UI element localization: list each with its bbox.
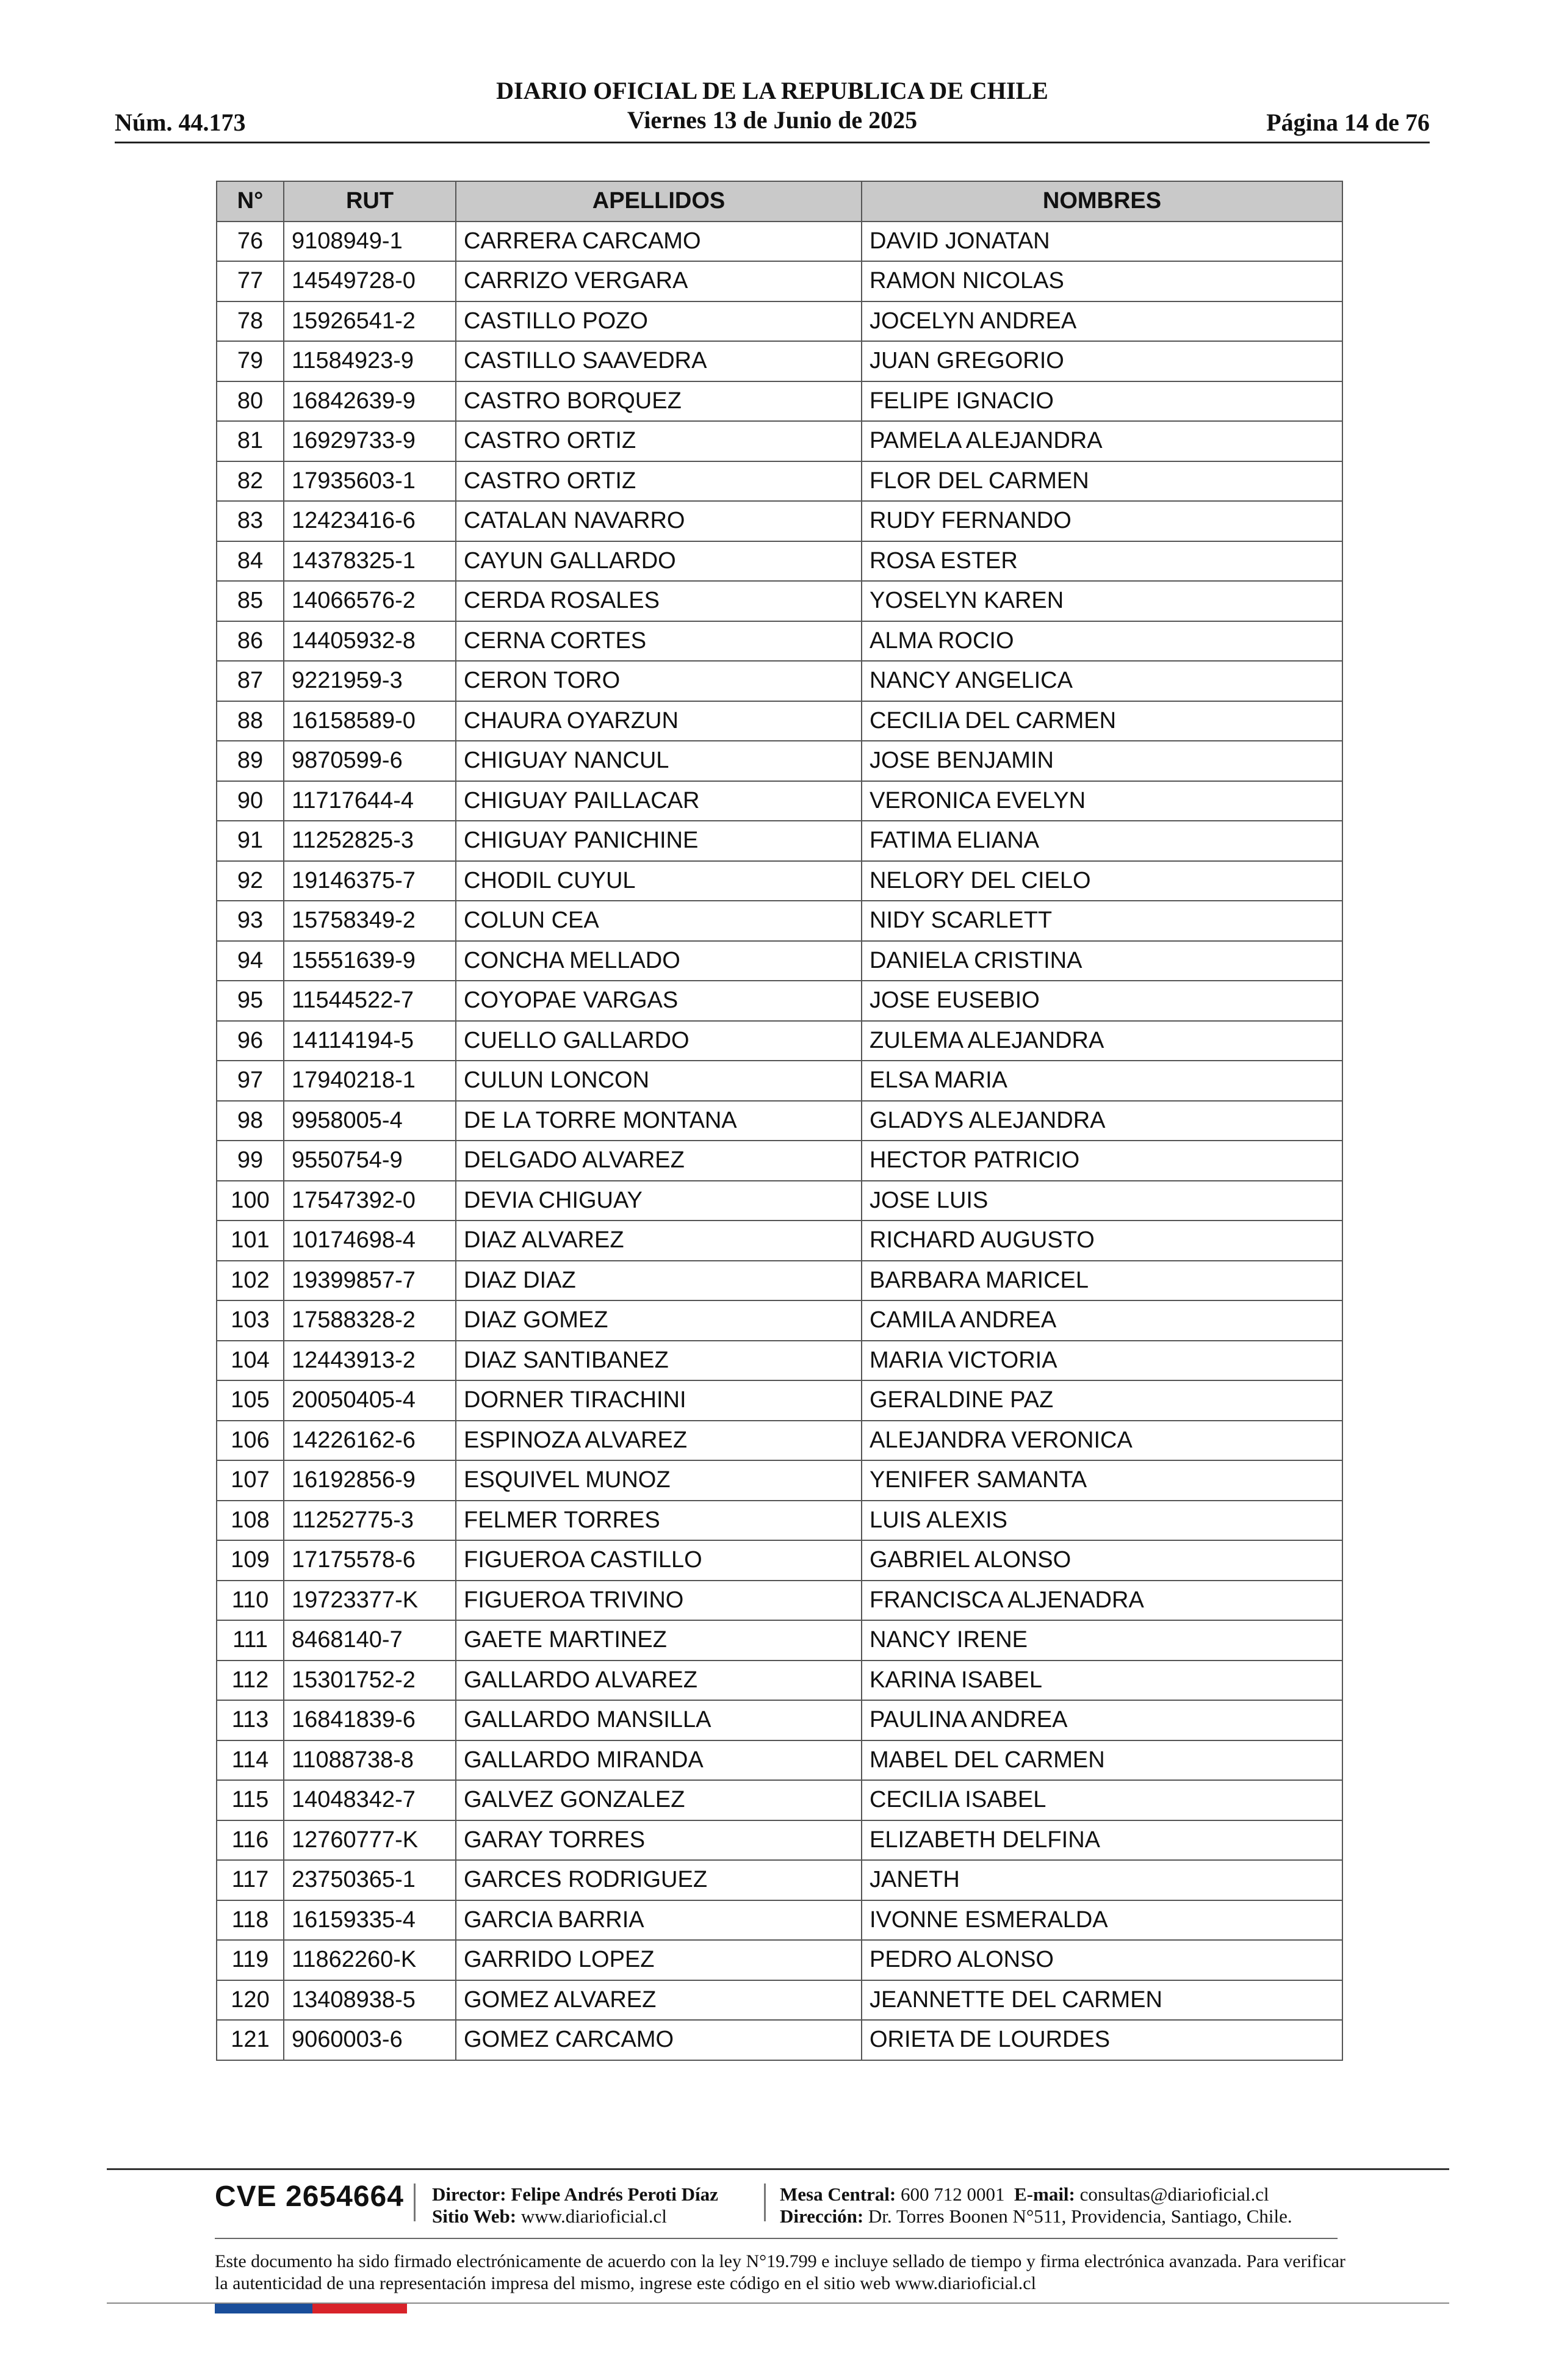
row-surnames: CERON TORO xyxy=(456,661,862,701)
row-rut: 12760777-K xyxy=(284,1820,456,1861)
row-rut: 11252775-3 xyxy=(284,1501,456,1541)
table-row xyxy=(217,1181,1342,1221)
row-surnames: GALVEZ GONZALEZ xyxy=(456,1780,862,1820)
row-number: 119 xyxy=(217,1940,284,1980)
table-row xyxy=(217,621,1342,662)
row-names: IVONNE ESMERALDA xyxy=(862,1900,1342,1941)
director-value: Felipe Andrés Peroti Díaz xyxy=(511,2183,718,2205)
roster-table xyxy=(216,181,1343,2061)
row-names: MABEL DEL CARMEN xyxy=(862,1740,1342,1781)
table-row xyxy=(217,261,1342,301)
table-row xyxy=(217,861,1342,901)
row-names: RAMON NICOLAS xyxy=(862,261,1342,301)
row-surnames: CASTILLO SAAVEDRA xyxy=(456,341,862,381)
row-number: 98 xyxy=(217,1101,284,1141)
row-number: 101 xyxy=(217,1221,284,1261)
table-row xyxy=(217,1021,1342,1061)
page-header xyxy=(115,76,1430,142)
row-number: 86 xyxy=(217,621,284,662)
row-names: JANETH xyxy=(862,1860,1342,1900)
row-number: 82 xyxy=(217,461,284,502)
row-names: CECILIA ISABEL xyxy=(862,1780,1342,1820)
table-row xyxy=(217,341,1342,381)
issue-number: Núm. 44.173 xyxy=(115,109,246,136)
row-names: ORIETA DE LOURDES xyxy=(862,2020,1342,2060)
table-row xyxy=(217,461,1342,502)
row-number: 112 xyxy=(217,1661,284,1701)
row-number: 85 xyxy=(217,581,284,621)
row-names: GLADYS ALEJANDRA xyxy=(862,1101,1342,1141)
flag-stripe-red xyxy=(312,2304,407,2313)
table-row xyxy=(217,1700,1342,1740)
row-rut: 12423416-6 xyxy=(284,501,456,541)
flag-stripe-blue xyxy=(215,2304,312,2313)
row-number: 87 xyxy=(217,661,284,701)
row-rut: 11088738-8 xyxy=(284,1740,456,1781)
row-names: FELIPE IGNACIO xyxy=(862,381,1342,422)
row-names: NIDY SCARLETT xyxy=(862,901,1342,941)
row-surnames: DIAZ GOMEZ xyxy=(456,1300,862,1341)
address-label: Dirección: xyxy=(780,2205,864,2227)
row-number: 89 xyxy=(217,741,284,781)
row-number: 76 xyxy=(217,222,284,262)
row-number: 107 xyxy=(217,1460,284,1501)
row-number: 105 xyxy=(217,1380,284,1421)
row-surnames: CHODIL CUYUL xyxy=(456,861,862,901)
row-surnames: CASTILLO POZO xyxy=(456,301,862,342)
email-link[interactable]: consultas@diarioficial.cl xyxy=(1079,2183,1269,2205)
row-rut: 17940218-1 xyxy=(284,1061,456,1101)
table-row xyxy=(217,1980,1342,2021)
row-rut: 19399857-7 xyxy=(284,1261,456,1301)
row-rut: 16159335-4 xyxy=(284,1900,456,1941)
row-names: ELSA MARIA xyxy=(862,1061,1342,1101)
row-number: 91 xyxy=(217,821,284,861)
table-row xyxy=(217,1780,1342,1820)
table-row xyxy=(217,1900,1342,1941)
row-rut: 19146375-7 xyxy=(284,861,456,901)
column-header-number: N° xyxy=(217,181,284,222)
row-surnames: DELGADO ALVAREZ xyxy=(456,1141,862,1181)
row-rut: 16841839-6 xyxy=(284,1700,456,1740)
row-rut: 14405932-8 xyxy=(284,621,456,662)
table-row xyxy=(217,1661,1342,1701)
row-names: LUIS ALEXIS xyxy=(862,1501,1342,1541)
website-link[interactable]: www.diarioficial.cl xyxy=(520,2205,667,2227)
row-rut: 19723377-K xyxy=(284,1581,456,1621)
row-names: MARIA VICTORIA xyxy=(862,1341,1342,1381)
table-row xyxy=(217,741,1342,781)
director-label: Director: xyxy=(432,2183,506,2205)
footer-director-block xyxy=(432,2183,718,2227)
website-label: Sitio Web: xyxy=(432,2205,517,2227)
row-names: CECILIA DEL CARMEN xyxy=(862,701,1342,741)
row-names: GABRIEL ALONSO xyxy=(862,1540,1342,1581)
row-number: 95 xyxy=(217,981,284,1021)
row-rut: 9060003-6 xyxy=(284,2020,456,2060)
row-names: YENIFER SAMANTA xyxy=(862,1460,1342,1501)
table-row xyxy=(217,1421,1342,1461)
table-row xyxy=(217,222,1342,262)
table-row xyxy=(217,1261,1342,1301)
address-value: Dr. Torres Boonen N°511, Providencia, Santiago, Chile. xyxy=(868,2205,1292,2227)
row-names: JEANNETTE DEL CARMEN xyxy=(862,1980,1342,2021)
row-number: 80 xyxy=(217,381,284,422)
row-rut: 9870599-6 xyxy=(284,741,456,781)
row-surnames: GAETE MARTINEZ xyxy=(456,1620,862,1661)
row-names: JOSE EUSEBIO xyxy=(862,981,1342,1021)
table-row xyxy=(217,1300,1342,1341)
row-surnames: CARRIZO VERGARA xyxy=(456,261,862,301)
row-surnames: COYOPAE VARGAS xyxy=(456,981,862,1021)
row-surnames: ESPINOZA ALVAREZ xyxy=(456,1421,862,1461)
row-names: ELIZABETH DELFINA xyxy=(862,1820,1342,1861)
row-rut: 17547392-0 xyxy=(284,1181,456,1221)
row-names: JOCELYN ANDREA xyxy=(862,301,1342,342)
row-names: ZULEMA ALEJANDRA xyxy=(862,1021,1342,1061)
row-number: 90 xyxy=(217,781,284,821)
row-names: JOSE LUIS xyxy=(862,1181,1342,1221)
row-surnames: CUELLO GALLARDO xyxy=(456,1021,862,1061)
table-row xyxy=(217,1581,1342,1621)
row-names: FRANCISCA ALJENADRA xyxy=(862,1581,1342,1621)
row-number: 116 xyxy=(217,1820,284,1861)
row-surnames: DE LA TORRE MONTANA xyxy=(456,1101,862,1141)
table-row xyxy=(217,1820,1342,1861)
cve-code: CVE 2654664 xyxy=(215,2180,404,2213)
table-row xyxy=(217,1940,1342,1980)
row-rut: 9958005-4 xyxy=(284,1101,456,1141)
row-names: ALEJANDRA VERONICA xyxy=(862,1421,1342,1461)
row-number: 88 xyxy=(217,701,284,741)
row-surnames: GARCIA BARRIA xyxy=(456,1900,862,1941)
table-row xyxy=(217,1620,1342,1661)
table-row xyxy=(217,1540,1342,1581)
row-rut: 17588328-2 xyxy=(284,1300,456,1341)
table-row xyxy=(217,581,1342,621)
row-surnames: DORNER TIRACHINI xyxy=(456,1380,862,1421)
table-row xyxy=(217,2020,1342,2060)
row-names: KARINA ISABEL xyxy=(862,1661,1342,1701)
row-surnames: DIAZ SANTIBANEZ xyxy=(456,1341,862,1381)
row-number: 92 xyxy=(217,861,284,901)
row-number: 102 xyxy=(217,1261,284,1301)
row-surnames: CHIGUAY PANICHINE xyxy=(456,821,862,861)
row-names: CAMILA ANDREA xyxy=(862,1300,1342,1341)
row-rut: 9550754-9 xyxy=(284,1141,456,1181)
row-surnames: GARCES RODRIGUEZ xyxy=(456,1860,862,1900)
row-names: HECTOR PATRICIO xyxy=(862,1141,1342,1181)
row-surnames: CASTRO ORTIZ xyxy=(456,461,862,502)
row-surnames: CAYUN GALLARDO xyxy=(456,541,862,582)
table-row xyxy=(217,661,1342,701)
row-surnames: CERNA CORTES xyxy=(456,621,862,662)
row-names: RUDY FERNANDO xyxy=(862,501,1342,541)
row-surnames: ESQUIVEL MUNOZ xyxy=(456,1460,862,1501)
table-row xyxy=(217,1101,1342,1141)
row-rut: 14549728-0 xyxy=(284,261,456,301)
row-rut: 14114194-5 xyxy=(284,1021,456,1061)
row-surnames: FIGUEROA TRIVINO xyxy=(456,1581,862,1621)
row-rut: 15926541-2 xyxy=(284,301,456,342)
table-row xyxy=(217,421,1342,461)
row-number: 111 xyxy=(217,1620,284,1661)
row-names: NELORY DEL CIELO xyxy=(862,861,1342,901)
publication-title: DIARIO OFICIAL DE LA REPUBLICA DE CHILE xyxy=(496,77,1048,104)
table-row xyxy=(217,1740,1342,1781)
row-names: NANCY IRENE xyxy=(862,1620,1342,1661)
row-names: PAMELA ALEJANDRA xyxy=(862,421,1342,461)
row-names: JUAN GREGORIO xyxy=(862,341,1342,381)
row-rut: 9108949-1 xyxy=(284,222,456,262)
row-names: DANIELA CRISTINA xyxy=(862,941,1342,981)
row-rut: 14048342-7 xyxy=(284,1780,456,1820)
row-number: 97 xyxy=(217,1061,284,1101)
row-names: BARBARA MARICEL xyxy=(862,1261,1342,1301)
row-surnames: FIGUEROA CASTILLO xyxy=(456,1540,862,1581)
column-header-names: NOMBRES xyxy=(862,181,1342,222)
row-rut: 11544522-7 xyxy=(284,981,456,1021)
row-names: FATIMA ELIANA xyxy=(862,821,1342,861)
row-rut: 13408938-5 xyxy=(284,1980,456,2021)
row-number: 79 xyxy=(217,341,284,381)
row-rut: 23750365-1 xyxy=(284,1860,456,1900)
row-names: PEDRO ALONSO xyxy=(862,1940,1342,1980)
row-number: 110 xyxy=(217,1581,284,1621)
row-number: 113 xyxy=(217,1700,284,1740)
row-names: FLOR DEL CARMEN xyxy=(862,461,1342,502)
table-row xyxy=(217,821,1342,861)
row-rut: 11717644-4 xyxy=(284,781,456,821)
table-header-row xyxy=(217,181,1342,222)
row-number: 84 xyxy=(217,541,284,582)
row-number: 109 xyxy=(217,1540,284,1581)
table-row xyxy=(217,1221,1342,1261)
row-rut: 10174698-4 xyxy=(284,1221,456,1261)
page-number: Página 14 de 76 xyxy=(1266,109,1430,136)
row-rut: 15301752-2 xyxy=(284,1661,456,1701)
column-header-rut: RUT xyxy=(284,181,456,222)
table-row xyxy=(217,901,1342,941)
row-surnames: CASTRO BORQUEZ xyxy=(456,381,862,422)
row-surnames: GARRIDO LOPEZ xyxy=(456,1940,862,1980)
row-surnames: COLUN CEA xyxy=(456,901,862,941)
row-names: PAULINA ANDREA xyxy=(862,1700,1342,1740)
table-row xyxy=(217,941,1342,981)
publication-date: Viernes 13 de Junio de 2025 xyxy=(627,106,918,134)
row-rut: 17935603-1 xyxy=(284,461,456,502)
row-surnames: CONCHA MELLADO xyxy=(456,941,862,981)
row-surnames: GARAY TORRES xyxy=(456,1820,862,1861)
row-names: YOSELYN KAREN xyxy=(862,581,1342,621)
header-divider xyxy=(115,142,1430,143)
row-number: 120 xyxy=(217,1980,284,2021)
row-surnames: GOMEZ CARCAMO xyxy=(456,2020,862,2060)
row-rut: 16192856-9 xyxy=(284,1460,456,1501)
row-surnames: GALLARDO MANSILLA xyxy=(456,1700,862,1740)
footer-divider xyxy=(107,2168,1449,2170)
row-rut: 11252825-3 xyxy=(284,821,456,861)
row-number: 118 xyxy=(217,1900,284,1941)
row-number: 81 xyxy=(217,421,284,461)
row-surnames: CHAURA OYARZUN xyxy=(456,701,862,741)
row-rut: 11584923-9 xyxy=(284,341,456,381)
row-surnames: DIAZ DIAZ xyxy=(456,1261,862,1301)
table-row xyxy=(217,1460,1342,1501)
row-rut: 14066576-2 xyxy=(284,581,456,621)
row-number: 115 xyxy=(217,1780,284,1820)
row-surnames: FELMER TORRES xyxy=(456,1501,862,1541)
row-names: NANCY ANGELICA xyxy=(862,661,1342,701)
table-row xyxy=(217,501,1342,541)
row-rut: 8468140-7 xyxy=(284,1620,456,1661)
row-surnames: CASTRO ORTIZ xyxy=(456,421,862,461)
row-number: 100 xyxy=(217,1181,284,1221)
row-surnames: CULUN LONCON xyxy=(456,1061,862,1101)
table-row xyxy=(217,301,1342,342)
row-rut: 14226162-6 xyxy=(284,1421,456,1461)
table-row xyxy=(217,1141,1342,1181)
row-number: 108 xyxy=(217,1501,284,1541)
legal-notice: Este documento ha sido firmado electrónicamente de acuerdo con la ley N°19.799 e incluye sellado de tiempo y firma electrónica avanzada. Para verificar la autenticidad de una representación impresa del mismo, ingrese este código en el sitio web www.diarioficial.cl xyxy=(215,2251,1345,2293)
row-rut: 11862260-K xyxy=(284,1940,456,1980)
table-row xyxy=(217,1061,1342,1101)
row-number: 93 xyxy=(217,901,284,941)
row-number: 77 xyxy=(217,261,284,301)
column-header-surnames: APELLIDOS xyxy=(456,181,862,222)
row-names: VERONICA EVELYN xyxy=(862,781,1342,821)
table-row xyxy=(217,981,1342,1021)
row-surnames: CATALAN NAVARRO xyxy=(456,501,862,541)
row-number: 104 xyxy=(217,1341,284,1381)
row-number: 106 xyxy=(217,1421,284,1461)
row-surnames: DIAZ ALVAREZ xyxy=(456,1221,862,1261)
table-row xyxy=(217,381,1342,422)
footer-separator xyxy=(764,2183,766,2221)
row-surnames: CHIGUAY NANCUL xyxy=(456,741,862,781)
table-row xyxy=(217,1341,1342,1381)
table-row xyxy=(217,781,1342,821)
row-names: RICHARD AUGUSTO xyxy=(862,1221,1342,1261)
row-surnames: GOMEZ ALVAREZ xyxy=(456,1980,862,2021)
row-names: GERALDINE PAZ xyxy=(862,1380,1342,1421)
email-label: E-mail: xyxy=(1014,2183,1075,2205)
row-names: JOSE BENJAMIN xyxy=(862,741,1342,781)
row-rut: 14378325-1 xyxy=(284,541,456,582)
row-number: 83 xyxy=(217,501,284,541)
footer-separator xyxy=(414,2183,416,2221)
row-number: 117 xyxy=(217,1860,284,1900)
row-rut: 20050405-4 xyxy=(284,1380,456,1421)
roster-body xyxy=(217,222,1342,2060)
row-rut: 17175578-6 xyxy=(284,1540,456,1581)
table-row xyxy=(217,701,1342,741)
row-number: 121 xyxy=(217,2020,284,2060)
table-row xyxy=(217,1860,1342,1900)
row-surnames: GALLARDO ALVAREZ xyxy=(456,1661,862,1701)
row-number: 114 xyxy=(217,1740,284,1781)
row-rut: 16842639-9 xyxy=(284,381,456,422)
row-rut: 9221959-3 xyxy=(284,661,456,701)
table-row xyxy=(217,1380,1342,1421)
row-names: DAVID JONATAN xyxy=(862,222,1342,262)
table-row xyxy=(217,541,1342,582)
row-surnames: DEVIA CHIGUAY xyxy=(456,1181,862,1221)
row-number: 96 xyxy=(217,1021,284,1061)
row-rut: 15551639-9 xyxy=(284,941,456,981)
table-row xyxy=(217,1501,1342,1541)
row-surnames: GALLARDO MIRANDA xyxy=(456,1740,862,1781)
row-rut: 15758349-2 xyxy=(284,901,456,941)
row-surnames: CHIGUAY PAILLACAR xyxy=(456,781,862,821)
footer-divider-inner xyxy=(215,2238,1338,2239)
row-surnames: CARRERA CARCAMO xyxy=(456,222,862,262)
phone-value: 600 712 0001 xyxy=(901,2183,1005,2205)
row-number: 94 xyxy=(217,941,284,981)
row-number: 99 xyxy=(217,1141,284,1181)
row-names: ALMA ROCIO xyxy=(862,621,1342,662)
row-number: 78 xyxy=(217,301,284,342)
row-rut: 12443913-2 xyxy=(284,1341,456,1381)
row-surnames: CERDA ROSALES xyxy=(456,581,862,621)
row-names: ROSA ESTER xyxy=(862,541,1342,582)
row-rut: 16158589-0 xyxy=(284,701,456,741)
phone-label: Mesa Central: xyxy=(780,2183,896,2205)
row-number: 103 xyxy=(217,1300,284,1341)
row-rut: 16929733-9 xyxy=(284,421,456,461)
footer-contact-block xyxy=(780,2183,1292,2227)
